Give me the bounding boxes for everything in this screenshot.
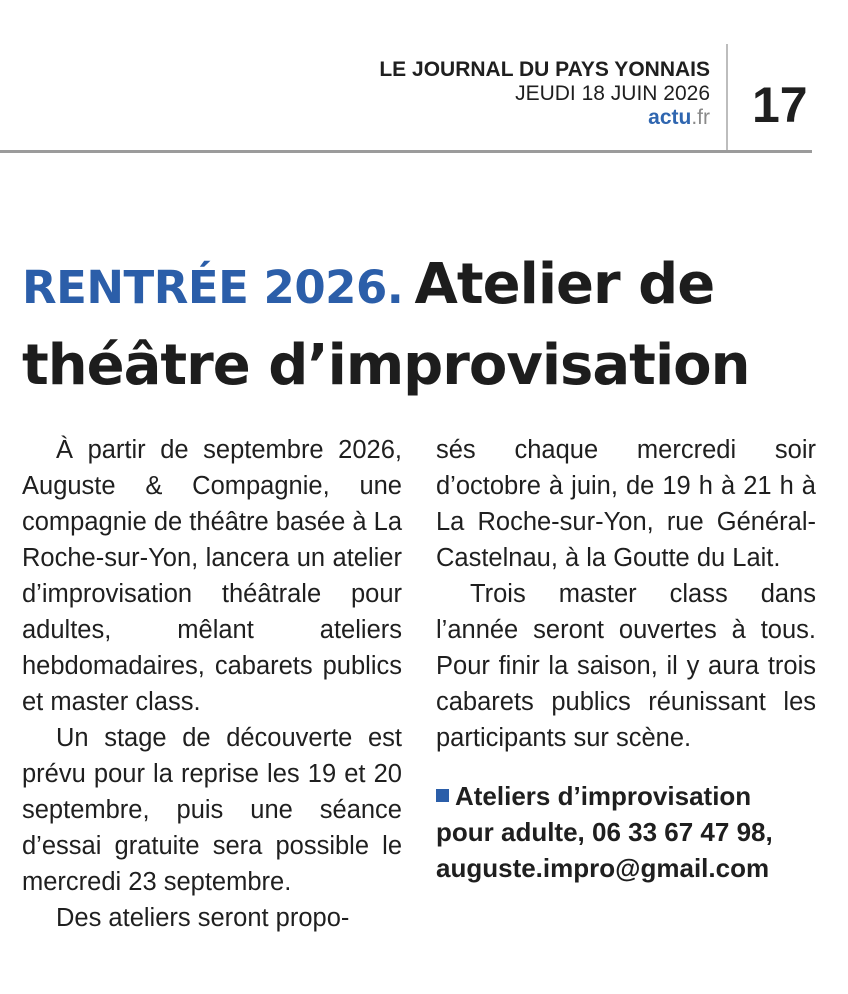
paragraph: À partir de septembre 2026, Auguste & Compagnie, une compagnie de théâtre basée à La Roche-sur-Yon, lancera un atelier d’improvisation théâtrale pour adultes, mêlant ateliers hebdomadaires, cabarets publics et master class.: [22, 436, 402, 716]
contact-line-2: pour adulte, 06 33 67 47 98,: [436, 817, 773, 847]
page-number: 17: [752, 77, 808, 133]
paragraph: sés chaque mercredi soir d’octobre à juin, de 19 h à 21 h à La Roche-sur-Yon, rue Général-Castelnau, à la Goutte du Lait.: [436, 436, 816, 572]
vertical-divider: [726, 44, 728, 150]
paragraph: Un stage de découverte est prévu pour la reprise les 19 et 20 septembre, puis une séance d’essai gratuite sera possible le mercredi 23 septembre.: [22, 724, 402, 896]
journal-name: LE JOURNAL DU PAYS YONNAIS: [379, 58, 710, 81]
square-bullet-icon: [436, 789, 449, 802]
contact-info: [436, 778, 816, 886]
header-rule: [0, 150, 812, 153]
site-name: actu: [648, 106, 692, 129]
headline-kicker: RENTRÉE 2026.: [22, 261, 404, 314]
masthead: [0, 44, 812, 152]
site-link[interactable]: [379, 106, 710, 130]
paragraph: Trois master class dans l’année seront ouvertes à tous. Pour finir la saison, il y aura trois cabarets publics réunissant les participants sur scène.: [436, 580, 816, 752]
contact-line-1: Ateliers d’improvisation: [455, 781, 752, 811]
paragraph: Des ateliers seront propo-: [56, 904, 350, 932]
article-headline: [22, 248, 822, 410]
headline-title: Atelier de théâtre d’improvisation: [22, 252, 750, 398]
issue-date: JEUDI 18 JUIN 2026: [515, 82, 710, 105]
article-column-2: [436, 432, 816, 886]
site-tld: .fr: [691, 106, 710, 129]
article-column-1: [22, 432, 402, 936]
contact-email[interactable]: auguste.impro@gmail.com: [436, 853, 770, 883]
masthead-info: [379, 58, 710, 130]
